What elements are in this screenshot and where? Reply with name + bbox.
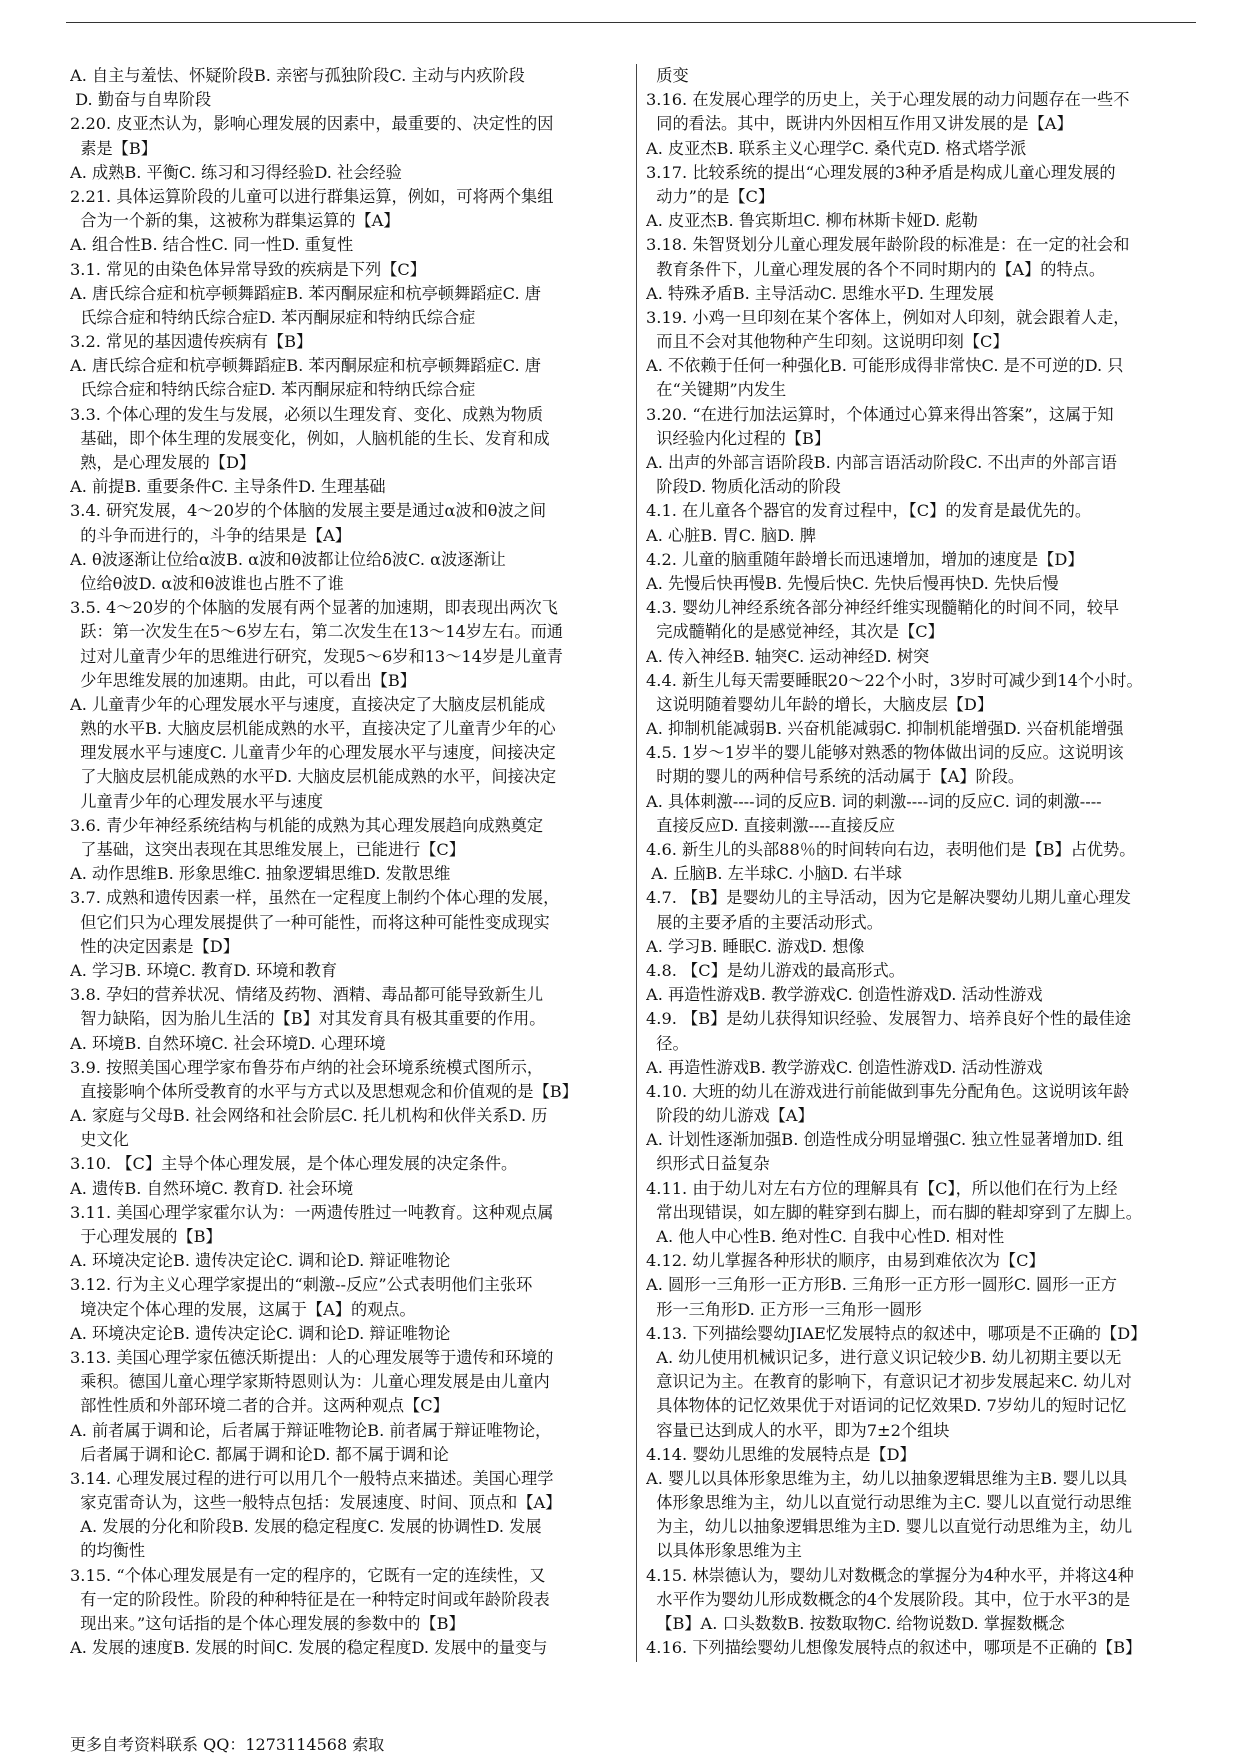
text-line: 熟的水平B. 大脑皮层机能成熟的水平，直接决定了儿童青少年的心 [70, 719, 556, 739]
text-line: A. 自主与羞怯、怀疑阶段B. 亲密与孤独阶段C. 主动与内疚阶段 [70, 66, 525, 85]
text-line: 2.21. 具体运算阶段的儿童可以进行群集运算，例如，可将两个集组 [70, 186, 554, 206]
text-line: 氏综合症和特纳氏综合症D. 苯丙酮尿症和特纳氏综合症 [70, 307, 476, 327]
text-line: A. 计划性逐渐加强B. 创造性成分明显增强C. 独立性显著增加D. 组 [646, 1130, 1124, 1150]
text-line: 时期的婴儿的两种信号系统的活动属于【A】阶段。 [646, 767, 1025, 787]
text-line: A. 唐氏综合症和杭亭顿舞蹈症B. 苯丙酮尿症和杭亭顿舞蹈症C. 唐 [70, 356, 541, 376]
text-line: 过对儿童青少年的思维进行研究，发现5～6岁和13～14岁是儿童青 [70, 646, 563, 666]
text-line: A. 环境决定论B. 遗传决定论C. 调和论D. 辩证唯物论 [70, 1251, 451, 1271]
text-line: 有一定的阶段性。阶段的种种特征是在一种特定时间或年龄阶段表 [70, 1589, 550, 1609]
text-line: A. 抑制机能减弱B. 兴奋机能减弱C. 抑制机能增强D. 兴奋机能增强 [646, 719, 1124, 739]
text-line: A. 他人中心性B. 绝对性C. 自我中心性D. 相对性 [646, 1227, 1005, 1246]
text-line: 3.5. 4～20岁的个体脑的发展有两个显著的加速期，即表现出两次飞 [70, 598, 558, 618]
text-line: 3.3. 个体心理的发生与发展，必须以生理发育、变化、成熟为物质 [70, 404, 544, 424]
text-line: 完成髓鞘化的是感觉神经，其次是【C】 [646, 622, 944, 642]
text-line: 素是【B】 [70, 138, 157, 158]
text-line: 在“关键期”内发生 [646, 380, 787, 400]
text-line: 氏综合症和特纳氏综合症D. 苯丙酮尿症和特纳氏综合症 [70, 380, 476, 400]
text-line: 性的决定因素是【D】 [70, 936, 239, 956]
text-line: A. 丘脑B. 左半球C. 小脑D. 右半球 [646, 864, 902, 884]
text-line: 3.4. 研究发展，4～20岁的个体脑的发展主要是通过α波和θ波之间 [70, 501, 547, 521]
text-line: 这说明随着婴幼儿年龄的增长，大脑皮层【D】 [646, 694, 994, 714]
text-line: 3.17. 比较系统的提出“心理发展的3种矛盾是构成儿童心理发展的 [646, 162, 1116, 182]
text-line: 4.5. 1岁～1岁半的婴儿能够对熟悉的物体做出词的反应。这说明该 [646, 743, 1124, 763]
text-line: 意识记为主。在教育的影响下，有意识记才初步发展起来C. 幼儿对 [646, 1372, 1132, 1392]
text-line: A. 组合性B. 结合性C. 同一性D. 重复性 [70, 235, 354, 255]
text-line: 具体物体的记忆效果优于对语词的记忆效果D. 7岁幼儿的短时记忆 [646, 1396, 1127, 1416]
text-line: D. 勤奋与自卑阶段 [70, 90, 212, 110]
text-line: 3.20. “在进行加法运算时，个体通过心算来得出答案”，这属于知 [646, 404, 1114, 424]
text-line: 识经验内化过程的【B】 [646, 428, 831, 448]
text-line: A. 再造性游戏B. 教学游戏C. 创造性游戏D. 活动性游戏 [646, 1057, 1043, 1077]
text-line: 而且不会对其他物种产生印刻。这说明印刻【C】 [646, 332, 1009, 352]
text-line: 3.1. 常见的由染色体异常导致的疾病是下列【C】 [70, 259, 426, 279]
text-line: 直接影响个体所受教育的水平与方式以及思想观念和价值观的是【B】 [70, 1081, 578, 1101]
text-line: A. 先慢后快再慢B. 先慢后快C. 先快后慢再快D. 先快后慢 [646, 573, 1059, 593]
text-line: 形一三角形D. 正方形一三角形一圆形 [646, 1299, 922, 1319]
text-line: 跃：第一次发生在5～6岁左右，第二次发生在13～14岁左右。而通 [70, 622, 563, 642]
text-line: 4.8. 【C】是幼儿游戏的最高形式。 [646, 960, 905, 980]
text-line: 织形式日益复杂 [646, 1154, 770, 1174]
text-line: 3.11. 美国心理学家霍尔认为：一两遗传胜过一吨教育。这种观点属 [70, 1202, 554, 1222]
text-line: 径。 [646, 1033, 689, 1053]
text-line: 4.2. 儿童的脑重随年龄增长而迅速增加，增加的速度是【D】 [646, 549, 1084, 569]
text-line: 3.13. 美国心理学家伍德沃斯提出：人的心理发展等于遗传和环境的 [70, 1347, 554, 1367]
text-line: A. 动作思维B. 形象思维C. 抽象逻辑思维D. 发散思维 [70, 864, 451, 884]
text-line: A. 传入神经B. 轴突C. 运动神经D. 树突 [646, 646, 930, 666]
text-line: 家克雷奇认为，这些一般特点包括：发展速度、时间、顶点和【A】 [70, 1493, 562, 1513]
text-line: A. 家庭与父母B. 社会网络和社会阶层C. 托儿机构和伙伴关系D. 历 [70, 1106, 548, 1126]
text-line: A. 心脏B. 胃C. 脑D. 脾 [646, 525, 816, 545]
text-line: A. 环境B. 自然环境C. 社会环境D. 心理环境 [70, 1033, 386, 1053]
text-line: 4.7. 【B】是婴幼儿的主导活动，因为它是解决婴幼儿期儿童心理发 [646, 888, 1131, 908]
text-line: A. 学习B. 环境C. 教育D. 环境和教育 [70, 960, 338, 980]
text-line: 史文化 [70, 1130, 129, 1150]
text-line: 境决定个体心理的发展，这属于【A】的观点。 [70, 1299, 416, 1319]
text-line: 3.15. “个体心理发展是有一定的程序的，它既有一定的连续性，又 [70, 1565, 546, 1585]
text-line: A. θ波逐渐让位给α波B. α波和θ波都让位给δ波C. α波逐渐让 [70, 549, 506, 569]
text-line: A. 前提B. 重要条件C. 主导条件D. 生理基础 [70, 477, 386, 497]
text-line: 4.10. 大班的幼儿在游戏进行前能做到事先分配角色。这说明该年龄 [646, 1081, 1130, 1101]
text-line: A. 圆形一三角形一正方形B. 三角形一正方形一圆形C. 圆形一正方 [646, 1275, 1117, 1295]
text-line: 展的主要矛盾的主要活动形式。 [646, 912, 883, 932]
text-line: 动力”的是【C】 [646, 186, 775, 206]
text-line: A. 出声的外部言语阶段B. 内部言语活动阶段C. 不出声的外部言语 [646, 453, 1117, 472]
text-line: 体形象思维为主，幼儿以直觉行动思维为主C. 婴儿以直觉行动思维 [646, 1493, 1132, 1513]
text-line: A. 皮亚杰B. 联系主义心理学C. 桑代克D. 格式塔学派 [646, 138, 1027, 158]
text-line: 3.18. 朱智贤划分儿童心理发展年龄阶段的标准是：在一定的社会和 [646, 235, 1130, 255]
text-line: 4.9. 【B】是幼儿获得知识经验、发展智力、培养良好个性的最佳途 [646, 1009, 1131, 1029]
text-line: 的斗争而进行的，斗争的结果是【A】 [70, 525, 351, 545]
text-line: 3.16. 在发展心理学的历史上，关于心理发展的动力问题存在一些不 [646, 90, 1130, 110]
text-line: A. 具体刺激----词的反应B. 词的刺激----词的反应C. 词的刺激---- [646, 791, 1102, 811]
text-line: 了大脑皮层机能成熟的水平D. 大脑皮层机能成熟的水平，间接决定 [70, 767, 557, 787]
text-line: 乘积。德国儿童心理学家斯特恩则认为：儿童心理发展是由儿童内 [70, 1372, 550, 1392]
text-line: 3.9. 按照美国心理学家布鲁芬布卢纳的社会环境系统模式图所示， [70, 1057, 544, 1077]
text-line: 儿童青少年的心理发展水平与速度 [70, 791, 324, 811]
text-line: 【B】A. 口头数数B. 按数取物C. 给物说数D. 掌握数概念 [646, 1614, 1065, 1633]
text-line: 的均衡性 [70, 1541, 146, 1561]
text-line: A. 发展的分化和阶段B. 发展的稳定程度C. 发展的协调性D. 发展 [70, 1517, 542, 1537]
text-line: 4.1. 在儿童各个器官的发育过程中，【C】的发育是最优先的。 [646, 501, 1092, 521]
text-line: 4.14. 婴幼儿思维的发展特点是【D】 [646, 1444, 916, 1464]
text-line: 3.7. 成熟和遗传因素一样，虽然在一定程度上制约个体心理的发展， [70, 888, 560, 908]
text-line: 以具体形象思维为主 [646, 1541, 802, 1561]
text-line: 后者属于调和论C. 都属于调和论D. 都不属于调和论 [70, 1444, 449, 1464]
text-line: 4.3. 婴幼儿神经系统各部分神经纤维实现髓鞘化的时间不同，较早 [646, 598, 1120, 618]
text-line: A. 再造性游戏B. 教学游戏C. 创造性游戏D. 活动性游戏 [646, 985, 1043, 1005]
text-line: 3.14. 心理发展过程的进行可以用几个一般特点来描述。美国心理学 [70, 1468, 554, 1488]
text-line: 直接反应D. 直接刺激----直接反应 [646, 815, 896, 835]
text-line: 理发展水平与速度C. 儿童青少年的心理发展水平与速度，间接决定 [70, 743, 556, 763]
text-line: 4.4. 新生儿每天需要睡眠20～22个小时，3岁时可减少到14个小时。 [646, 670, 1143, 690]
text-line: 同的看法。其中，既讲内外因相互作用又讲发展的是【A】 [646, 114, 1073, 134]
left-column [70, 64, 626, 1660]
footer-contact: 更多自考资料联系 QQ：1273114568 索取 [70, 1735, 385, 1754]
text-line: 现出来。”这句话指的是个体心理发展的参数中的【B】 [70, 1614, 465, 1633]
column-divider [636, 64, 637, 1662]
text-line: 了基础，这突出表现在其思维发展上，已能进行【C】 [70, 840, 465, 859]
text-line: 4.6. 新生儿的头部88％的时间转向右边，表明他们是【B】占优势。 [646, 840, 1136, 859]
text-line: 阶段的幼儿游戏【A】 [646, 1106, 814, 1126]
text-line: A. 幼儿使用机械识记多，进行意义识记较少B. 幼儿初期主要以无 [646, 1347, 1122, 1367]
text-line: A. 儿童青少年的心理发展水平与速度，直接决定了大脑皮层机能成 [70, 694, 546, 714]
text-line: 3.6. 青少年神经系统结构与机能的成熟为其心理发展趋向成熟奠定 [70, 815, 544, 835]
text-line: A. 唐氏综合症和杭亭顿舞蹈症B. 苯丙酮尿症和杭亭顿舞蹈症C. 唐 [70, 283, 541, 303]
text-line: 于心理发展的【B】 [70, 1227, 222, 1246]
top-rule [66, 22, 1196, 23]
text-line: A. 不依赖于任何一种强化B. 可能形成得非常快C. 是不可逆的D. 只 [646, 356, 1124, 376]
text-line: 教育条件下，儿童心理发展的各个不同时期内的【A】的特点。 [646, 259, 1106, 279]
right-column [646, 64, 1202, 1660]
text-line: 合为一个新的集，这被称为群集运算的【A】 [70, 211, 400, 231]
text-line: A. 学习B. 睡眠C. 游戏D. 想像 [646, 936, 865, 956]
text-line: 3.2. 常见的基因遗传疾病有【B】 [70, 332, 313, 352]
text-line: 4.15. 林崇德认为，婴幼儿对数概念的掌握分为4种水平，并将这4种 [646, 1565, 1134, 1585]
text-line: A. 环境决定论B. 遗传决定论C. 调和论D. 辩证唯物论 [70, 1323, 451, 1343]
text-line: A. 遗传B. 自然环境C. 教育D. 社会环境 [70, 1178, 354, 1198]
text-line: 3.8. 孕妇的营养状况、情绪及药物、酒精、毒品都可能导致新生儿 [70, 985, 544, 1005]
text-line: 部性性质和外部环境二者的合并。这两种观点【C】 [70, 1396, 449, 1416]
text-line: 水平作为婴幼儿形成数概念的4个发展阶段。其中，位于水平3的是 [646, 1589, 1131, 1609]
text-line: 4.16. 下列描绘婴幼儿想像发展特点的叙述中，哪项是不正确的【B】 [646, 1638, 1142, 1658]
text-line: A. 特殊矛盾B. 主导活动C. 思维水平D. 生理发展 [646, 283, 994, 303]
text-line: 4.11. 由于幼儿对左右方位的理解具有【C】，所以他们在行为上经 [646, 1178, 1118, 1198]
text-line: 3.10. 【C】主导个体心理发展，是个体心理发展的决定条件。 [70, 1154, 518, 1174]
text-line: 熟，是心理发展的【D】 [70, 453, 256, 472]
text-line: A. 婴儿以具体形象思维为主，幼儿以抽象逻辑思维为主B. 婴儿以具 [646, 1468, 1128, 1488]
text-line: 阶段D. 物质化活动的阶段 [646, 477, 841, 497]
text-line: A. 成熟B. 平衡C. 练习和习得经验D. 社会经验 [70, 162, 402, 182]
text-line: 质变 [646, 66, 689, 85]
text-line: 智力缺陷，因为胎儿生活的【B】对其发育具有极其重要的作用。 [70, 1009, 546, 1029]
text-line: 位给θ波D. α波和θ波谁也占胜不了谁 [70, 573, 344, 593]
text-line: 基础，即个体生理的发展变化，例如，人脑机能的生长、发育和成 [70, 428, 550, 448]
text-line: 但它们只为心理发展提供了一种可能性，而将这种可能性变成现实 [70, 912, 550, 932]
text-line: 少年思维发展的加速期。由此，可以看出【B】 [70, 670, 416, 690]
text-line: 4.13. 下列描绘婴幼JIAE忆发展特点的叙述中，哪项是不正确的【D】 [646, 1323, 1147, 1343]
text-line: 2.20. 皮亚杰认为，影响心理发展的因素中，最重要的、决定性的因 [70, 114, 554, 134]
text-line: 3.12. 行为主义心理学家提出的“刺激--反应”公式表明他们主张环 [70, 1275, 533, 1295]
text-line: A. 发展的速度B. 发展的时间C. 发展的稳定程度D. 发展中的量变与 [70, 1638, 548, 1658]
text-line: A. 前者属于调和论，后者属于辩证唯物论B. 前者属于辩证唯物论， [70, 1420, 552, 1440]
text-line: A. 皮亚杰B. 鲁宾斯坦C. 柳布林斯卡娅D. 彪勒 [646, 211, 978, 231]
text-line: 4.12. 幼儿掌握各种形状的顺序，由易到难依次为【C】 [646, 1251, 1045, 1271]
text-line: 为主，幼儿以抽象逻辑思维为主D. 婴儿以直觉行动思维为主，幼儿 [646, 1517, 1133, 1537]
text-line: 容量已达到成人的水平，即为7±2个组块 [646, 1420, 950, 1440]
text-line: 常出现错误，如左脚的鞋穿到右脚上，而右脚的鞋却穿到了左脚上。 [646, 1202, 1142, 1222]
text-line: 3.19. 小鸡一旦印刻在某个客体上，例如对人印刻，就会跟着人走， [646, 307, 1130, 327]
